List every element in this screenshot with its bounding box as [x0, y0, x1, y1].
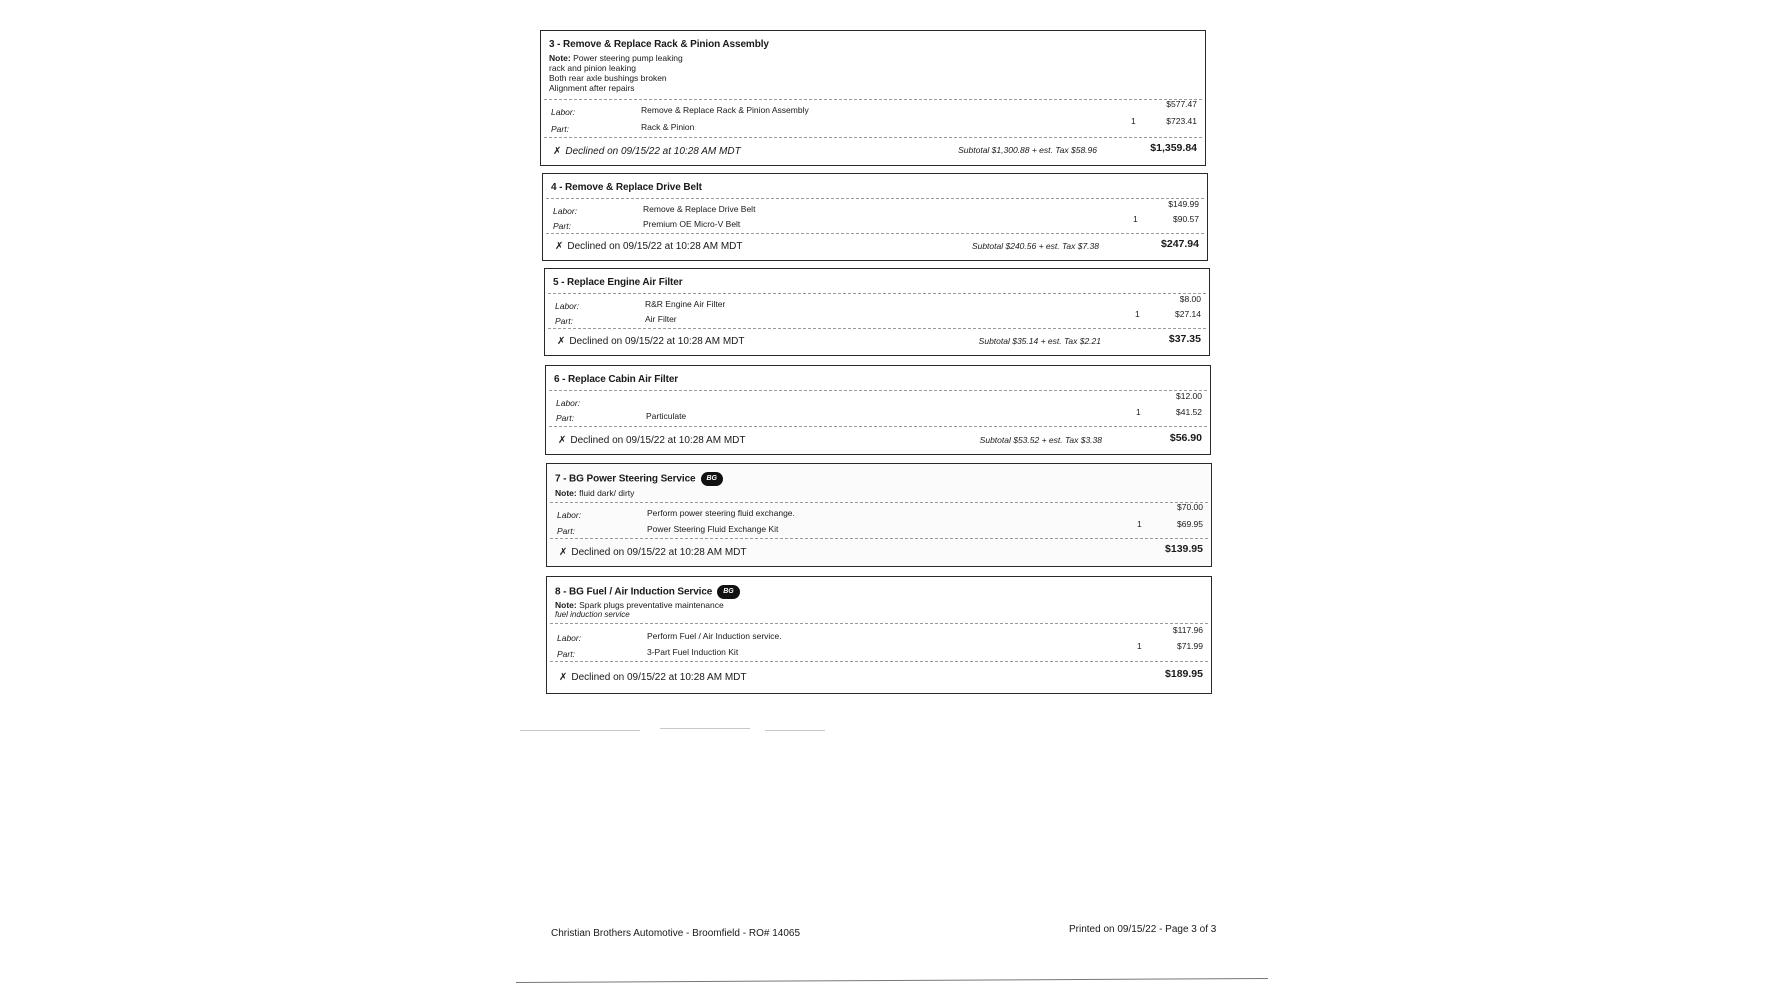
item-note: Note: Power steering pump leaking	[549, 53, 683, 63]
divider	[550, 661, 1208, 662]
bg-logo-icon: BG	[701, 472, 723, 486]
part-description: Rack & Pinion	[641, 122, 695, 132]
part-quantity: 1	[1133, 214, 1138, 224]
labor-description: Remove & Replace Rack & Pinion Assembly	[641, 105, 809, 115]
part-label: Part:	[555, 316, 573, 326]
part-label: Part:	[557, 649, 575, 659]
subtotal-text: Subtotal $240.56 + est. Tax $7.38	[971, 241, 1099, 251]
document-page	[540, 28, 1220, 988]
labor-label: Labor:	[557, 510, 582, 520]
divider	[546, 198, 1204, 199]
part-description: Particulate	[646, 411, 687, 421]
bg-logo-icon: BG	[717, 585, 739, 599]
divider	[550, 623, 1208, 624]
service-item-card	[544, 268, 1210, 356]
divider	[550, 538, 1208, 539]
item-note-line: rack and pinion leaking	[549, 63, 636, 73]
part-quantity: 1	[1137, 641, 1142, 651]
x-icon: ✗	[553, 146, 562, 157]
declined-status: ✗ Declined on 09/15/22 at 10:28 AM MDT	[559, 547, 747, 558]
item-note: Note: fluid dark/ dirty	[555, 488, 635, 498]
declined-status: ✗ Declined on 09/15/22 at 10:28 AM MDT	[559, 672, 747, 683]
labor-price: $117.96	[1172, 625, 1203, 635]
labor-description: Perform power steering fluid exchange.	[647, 508, 795, 518]
x-icon: ✗	[559, 672, 568, 683]
service-item-card	[546, 576, 1212, 694]
part-label: Part:	[553, 221, 571, 231]
part-quantity: 1	[1137, 519, 1142, 529]
labor-price: $70.00	[1177, 502, 1203, 512]
scan-artifact	[520, 730, 640, 731]
part-label: Part:	[557, 526, 575, 536]
scan-artifact	[765, 730, 825, 731]
item-title: 4 - Remove & Replace Drive Belt	[551, 182, 702, 193]
service-item-card	[542, 173, 1208, 261]
service-item-card	[540, 30, 1206, 166]
item-note: Note: Spark plugs preventative maintenance	[555, 600, 724, 610]
part-price: $71.99	[1177, 641, 1203, 651]
footer-shop-info: Christian Brothers Automotive - Broomfield - RO# 14065	[551, 928, 800, 939]
labor-label: Labor:	[557, 633, 582, 643]
subtotal-text: Subtotal $35.14 + est. Tax $2.21	[978, 336, 1101, 346]
item-title: 7 - BG Power Steering Service BG	[555, 472, 723, 486]
footer-print-info: Printed on 09/15/22 - Page 3 of 3	[1069, 924, 1217, 935]
subtotal-text: Subtotal $53.52 + est. Tax $3.38	[979, 435, 1102, 445]
part-description: 3-Part Fuel Induction Kit	[647, 647, 739, 657]
part-quantity: 1	[1131, 116, 1136, 126]
labor-price: $149.99	[1168, 199, 1199, 209]
item-title: 5 - Replace Engine Air Filter	[553, 277, 683, 288]
item-note-line: Both rear axle bushings broken	[549, 73, 667, 83]
item-note-line: Alignment after repairs	[549, 83, 635, 93]
divider	[544, 137, 1202, 138]
declined-status: ✗ Declined on 09/15/22 at 10:28 AM MDT	[553, 146, 741, 157]
part-price: $90.57	[1173, 214, 1199, 224]
labor-price: $12.00	[1176, 391, 1202, 401]
declined-status: ✗ Declined on 09/15/22 at 10:28 AM MDT	[555, 241, 743, 252]
x-icon: ✗	[555, 241, 564, 252]
labor-label: Labor:	[555, 301, 580, 311]
labor-label: Labor:	[553, 206, 578, 216]
item-total: $247.94	[1161, 238, 1199, 250]
item-total: $56.90	[1169, 432, 1202, 444]
item-total: $139.95	[1165, 543, 1203, 555]
item-title: 3 - Remove & Replace Rack & Pinion Assembly	[549, 39, 769, 50]
divider	[546, 233, 1204, 234]
part-label: Part:	[556, 413, 574, 423]
labor-label: Labor:	[551, 107, 576, 117]
labor-description: Remove & Replace Drive Belt	[643, 204, 756, 214]
divider	[549, 426, 1207, 427]
item-total: $1,359.84	[1150, 142, 1197, 154]
item-note-line: fuel induction service	[555, 610, 630, 619]
declined-status: ✗ Declined on 09/15/22 at 10:28 AM MDT	[558, 435, 746, 446]
part-price: $723.41	[1166, 116, 1197, 126]
item-title: 8 - BG Fuel / Air Induction Service BG	[555, 585, 740, 599]
labor-label: Labor:	[556, 398, 581, 408]
labor-price: $577.47	[1166, 99, 1197, 109]
part-description: Premium OE Micro-V Belt	[643, 219, 741, 229]
labor-description: R&R Engine Air Filter	[645, 299, 726, 309]
part-label: Part:	[551, 124, 569, 134]
labor-price: $8.00	[1179, 294, 1201, 304]
subtotal-text: Subtotal $1,300.88 + est. Tax $58.96	[958, 145, 1097, 155]
divider	[548, 293, 1206, 294]
item-total: $189.95	[1165, 668, 1203, 680]
item-total: $37.35	[1168, 333, 1201, 345]
part-price: $27.14	[1175, 309, 1201, 319]
part-quantity: 1	[1136, 407, 1141, 417]
scan-artifact	[660, 728, 750, 729]
labor-description: Perform Fuel / Air Induction service.	[647, 631, 782, 641]
divider	[549, 390, 1207, 391]
divider	[548, 328, 1206, 329]
x-icon: ✗	[557, 336, 566, 347]
item-title: 6 - Replace Cabin Air Filter	[554, 374, 679, 385]
part-price: $41.52	[1176, 407, 1202, 417]
part-quantity: 1	[1135, 309, 1140, 319]
declined-status: ✗ Declined on 09/15/22 at 10:28 AM MDT	[557, 336, 745, 347]
service-item-card	[546, 463, 1212, 567]
x-icon: ✗	[558, 435, 567, 446]
x-icon: ✗	[559, 547, 568, 558]
part-description: Power Steering Fluid Exchange Kit	[647, 524, 779, 534]
divider	[550, 502, 1208, 503]
part-price: $69.95	[1177, 519, 1203, 529]
service-item-card	[545, 365, 1211, 455]
divider	[544, 99, 1202, 100]
part-description: Air Filter	[645, 314, 677, 324]
